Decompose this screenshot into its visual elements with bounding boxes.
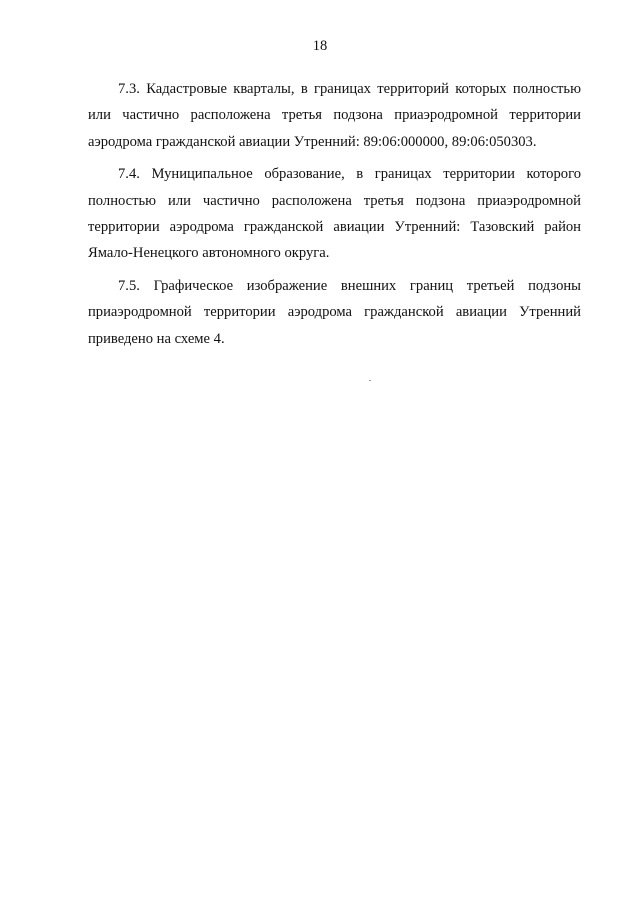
paragraph-7-3: 7.3. Кадастровые кварталы, в границах территорий которых полностью или частично расположена третья подзона приаэродромной территории аэродрома гражданской авиации Утренний: 89:06:000000, 89:06:050303. [88,81,581,150]
document-body [88,76,581,358]
page-number: 18 [312,38,328,54]
paragraph-7-4: 7.4. Муниципальное образование, в границах территории которого полностью или частично расположена третья подзона приаэродромной территории аэродрома гражданской авиации Утренний: Тазовский район Ямало-Ненецкого автономного округа. [88,166,581,262]
scan-speck [369,380,371,381]
paragraph-7-5: 7.5. Графическое изображение внешних границ третьей подзоны приаэродромной территории аэродрома гражданской авиации Утренний приведено на схеме 4. [88,277,581,347]
